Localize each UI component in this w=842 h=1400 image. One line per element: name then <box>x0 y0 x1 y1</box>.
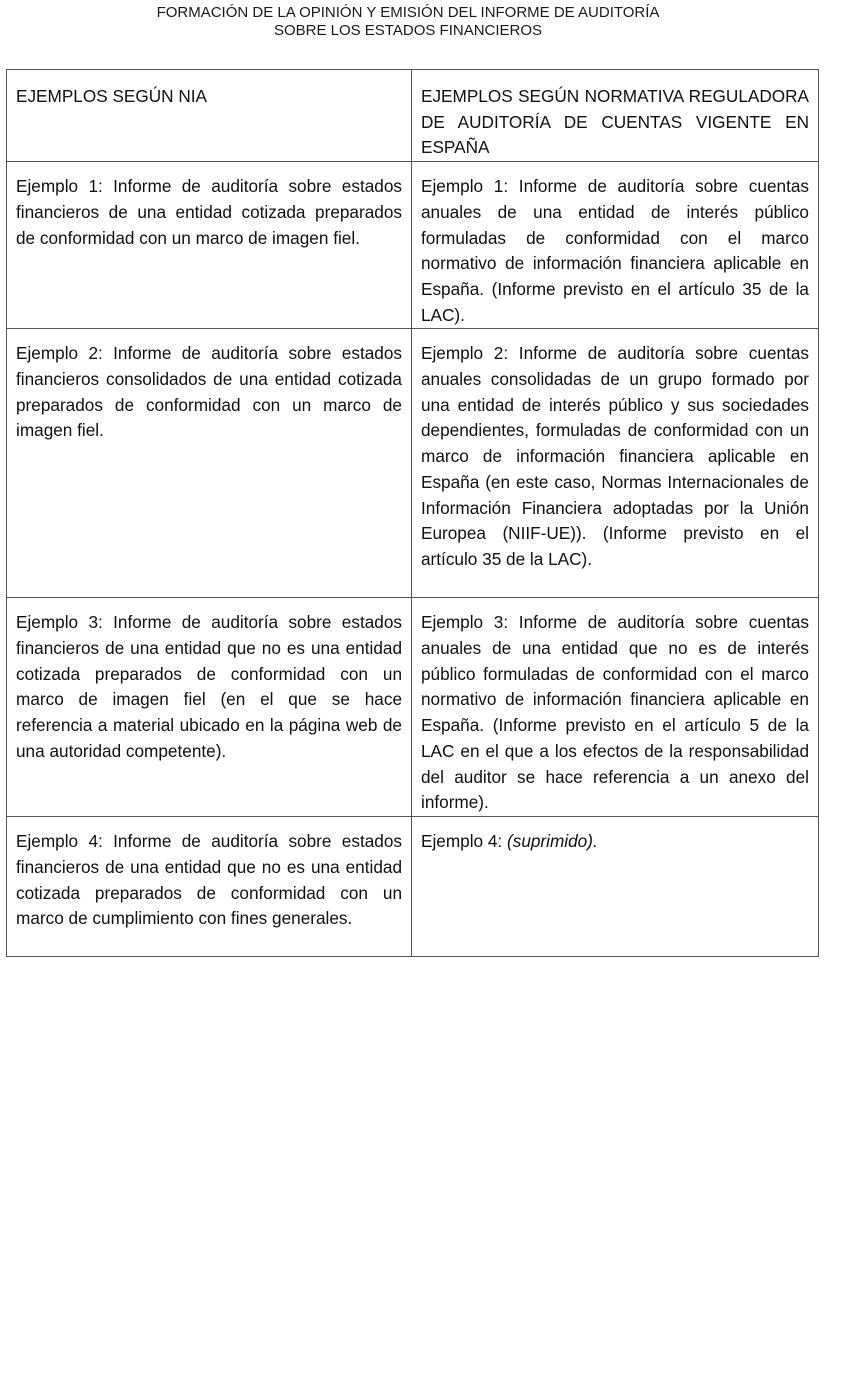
nia-example-cell <box>7 817 412 957</box>
table-row <box>7 329 819 598</box>
nia-example-cell <box>7 162 412 329</box>
page-title-line-2: SOBRE LOS ESTADOS FINANCIEROS <box>273 22 543 39</box>
column-header-spain <box>412 70 819 162</box>
spain-example-1: Ejemplo 1: Informe de auditoría sobre cuentas anuales de una entidad de interés público formuladas de conformidad con el marco normativo de información financiera aplicable en España. (Informe previsto en el artículo 35 de la LAC). <box>421 176 809 325</box>
table-row <box>7 817 819 957</box>
page-header <box>0 4 816 40</box>
nia-example-cell <box>7 598 412 817</box>
spain-example-4-suppressed-note: (suprimido). <box>507 831 598 852</box>
table-row <box>7 598 819 817</box>
spain-example-4 <box>421 829 809 855</box>
spain-example-cell <box>412 329 819 598</box>
spain-example-3: Ejemplo 3: Informe de auditoría sobre cuentas anuales de una entidad que no es de interés público formuladas de conformidad con el marco normativo de información financiera aplicable en España. (Informe previsto en el artículo 5 de la LAC en el que a los efectos de la responsabilidad del auditor se hace referencia a un anexo del informe). <box>421 612 809 813</box>
nia-example-4: Ejemplo 4: Informe de auditoría sobre estados financieros de una entidad que no es una entidad cotizada preparados de conformidad con un marco de cumplimiento con fines generales. <box>16 831 402 929</box>
nia-example-3: Ejemplo 3: Informe de auditoría sobre estados financieros de una entidad que no es una entidad cotizada preparados de conformidad con un marco de imagen fiel (en el que se hace referencia a material ubicado en la página web de una autoridad competente). <box>16 612 402 761</box>
nia-example-1: Ejemplo 1: Informe de auditoría sobre estados financieros de una entidad cotizada preparados de conformidad con un marco de imagen fiel. <box>16 176 402 248</box>
spain-example-cell <box>412 598 819 817</box>
spain-example-2: Ejemplo 2: Informe de auditoría sobre cuentas anuales consolidadas de un grupo formado por una entidad de interés público y sus sociedades dependientes, formuladas de conformidad con un marco de información financiera aplicable en España (en este caso, Normas Internacionales de Información Financiera adoptadas por la Unión Europea (NIIF-UE)). (Informe previsto en el artículo 35 de la LAC). <box>421 343 809 569</box>
table-header-row <box>7 70 819 162</box>
nia-example-cell <box>7 329 412 598</box>
column-header-spain-text: EJEMPLOS SEGÚN NORMATIVA REGULADORA DE AUDITORÍA DE CUENTAS VIGENTE EN ESPAÑA <box>421 86 809 158</box>
spain-example-cell <box>412 817 819 957</box>
comparison-table <box>6 69 819 957</box>
table-row <box>7 162 819 329</box>
nia-example-2: Ejemplo 2: Informe de auditoría sobre estados financieros consolidados de una entidad cotizada preparados de conformidad con un marco de imagen fiel. <box>16 343 402 441</box>
column-header-nia <box>7 70 412 162</box>
page-title-line-1: FORMACIÓN DE LA OPINIÓN Y EMISIÓN DEL INFORME DE AUDITORÍA <box>156 4 660 21</box>
spain-example-cell <box>412 162 819 329</box>
column-header-nia-text: EJEMPLOS SEGÚN NIA <box>16 86 208 106</box>
spain-example-4-label: Ejemplo 4: <box>421 831 503 852</box>
